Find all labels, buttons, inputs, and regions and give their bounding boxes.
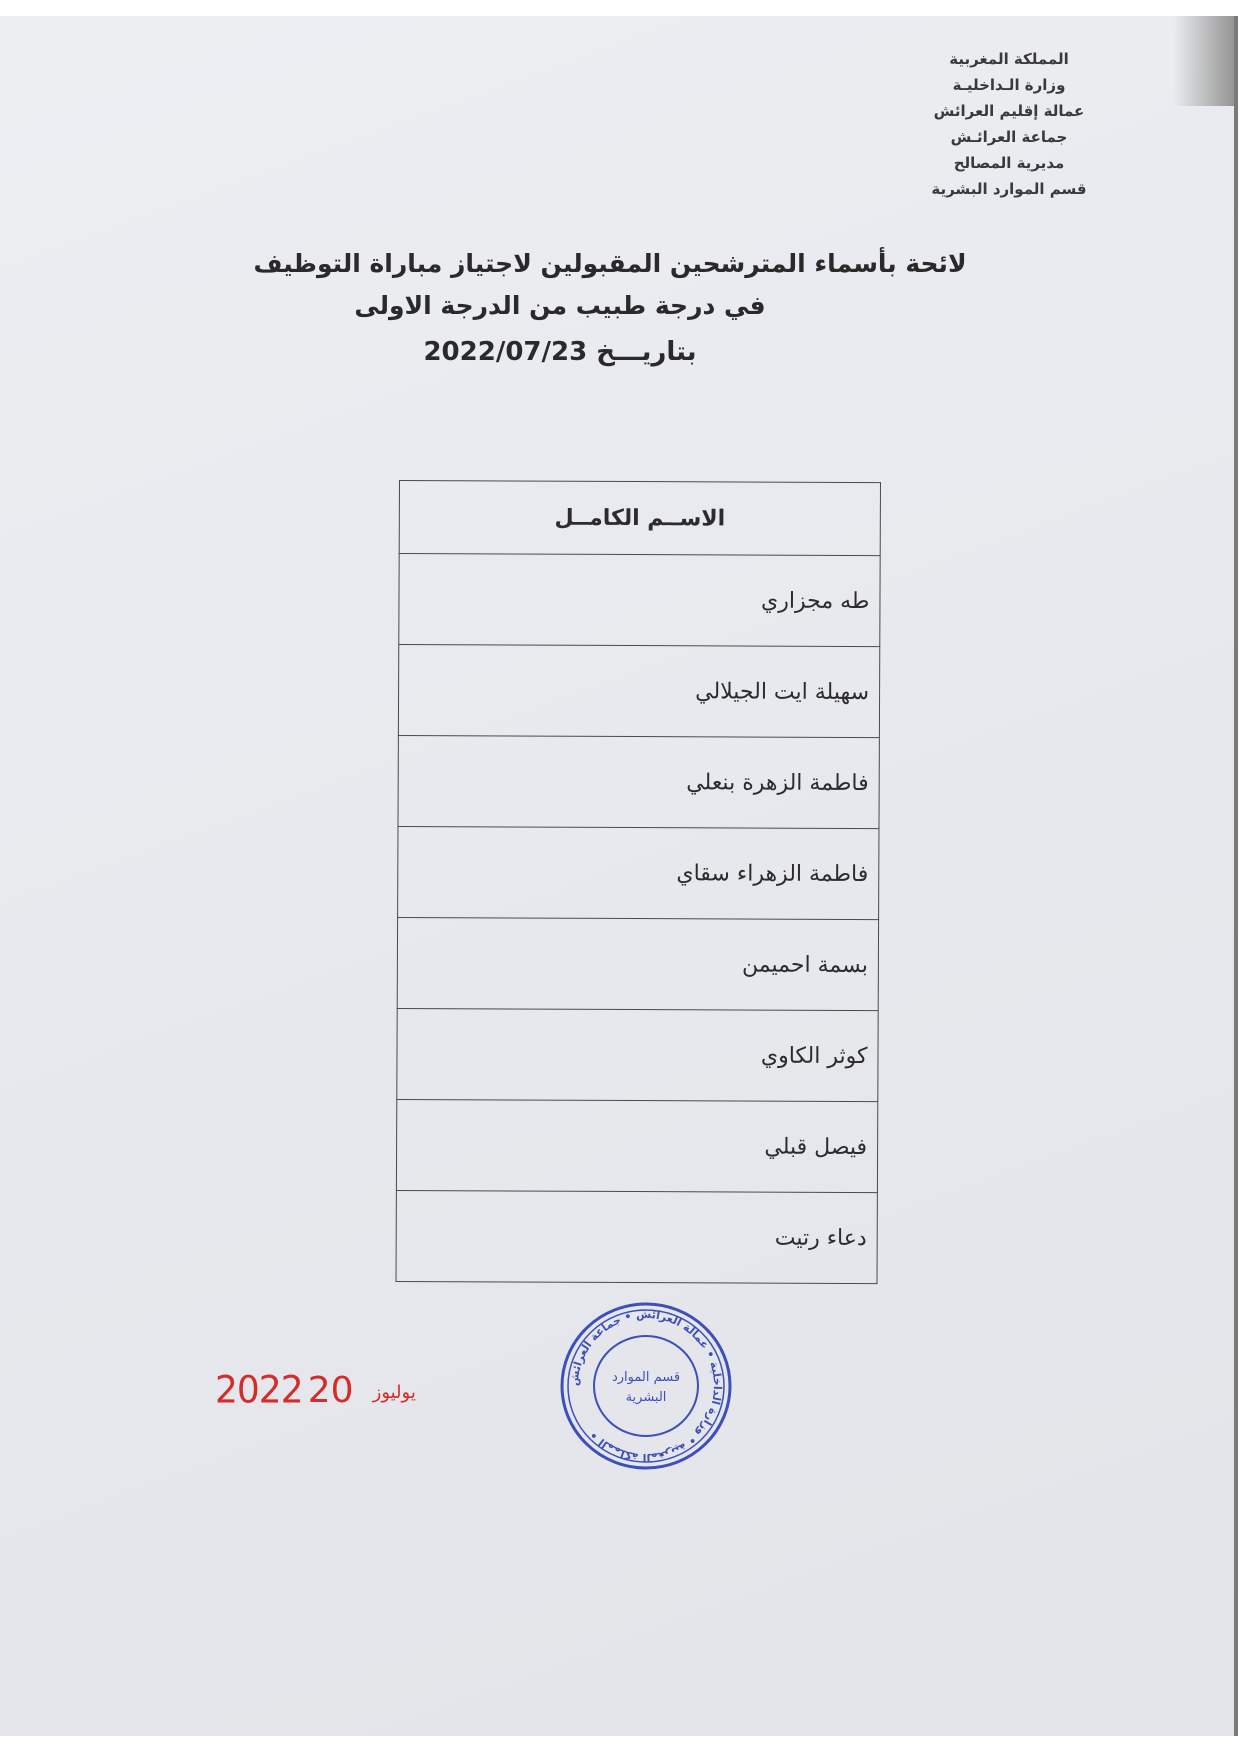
header-line-ministry: وزارة الـداخليـة (952, 76, 1066, 94)
table-row (397, 1008, 878, 1101)
administrative-header (884, 46, 1134, 202)
candidate-name: دعاء رتيت (396, 1190, 877, 1283)
seal-center-line2: البشرية (625, 1390, 667, 1405)
candidate-name: كوثر الكاوي (397, 1008, 878, 1101)
table-row (398, 735, 879, 828)
header-line-directorate: مديرية المصالح (953, 154, 1065, 172)
table-row (399, 554, 880, 647)
stamp-year: 2022 (215, 1368, 303, 1413)
header-line-prefecture: عمالة إقليم العرائش (933, 102, 1085, 120)
candidate-name: بسمة احميمن (397, 917, 878, 1010)
seal-outer-ring (562, 1304, 730, 1468)
seal-ring-text: المملكة المغربية • وزارة الداخلية • عمالة العرائش • جماعة العرائش • (567, 1307, 725, 1465)
title-date-prefix: بتاريـــخ (596, 337, 697, 367)
candidate-name: فاطمة الزهرة بنعلي (398, 735, 879, 828)
table-row (396, 1099, 877, 1192)
red-date-stamp (215, 1370, 428, 1411)
candidate-name: طه مجزاري (399, 554, 880, 647)
stamp-day: 20 (307, 1370, 354, 1411)
candidates-table (396, 480, 881, 1284)
header-line-hr-division: قسم الموارد البشرية (931, 180, 1087, 198)
document-title (200, 244, 980, 376)
header-line-commune: جماعة العرائـش (950, 128, 1068, 146)
candidate-name: فيصل قبلي (396, 1099, 877, 1192)
page-edge-shadow (1174, 16, 1234, 106)
header-line-kingdom: المملكة المغربية (949, 50, 1069, 68)
title-date-value: 2022/07/23 (423, 337, 588, 367)
title-line-grade: في درجة طبيب من الدرجة الاولى (354, 291, 766, 320)
seal-inner-ring (594, 1336, 698, 1436)
table-row (396, 1190, 877, 1283)
table-row (398, 645, 879, 738)
title-line-list: لائحة بأسماء المترشحين المقبولين لاجتياز مباراة التوظيف (253, 249, 967, 278)
column-header-full-name: الاســم الكامــل (399, 481, 880, 556)
stamp-month: يوليوز (372, 1382, 416, 1403)
title-line-date (200, 328, 920, 376)
table-row (398, 826, 879, 919)
table-header-row (399, 481, 880, 556)
table-row (397, 917, 878, 1010)
candidate-name: فاطمة الزهراء سقاي (398, 826, 879, 919)
candidate-name: سهيلة ايت الجيلالي (398, 645, 879, 738)
official-seal (558, 1298, 734, 1474)
seal-center-line1: قسم الموارد (611, 1370, 681, 1385)
